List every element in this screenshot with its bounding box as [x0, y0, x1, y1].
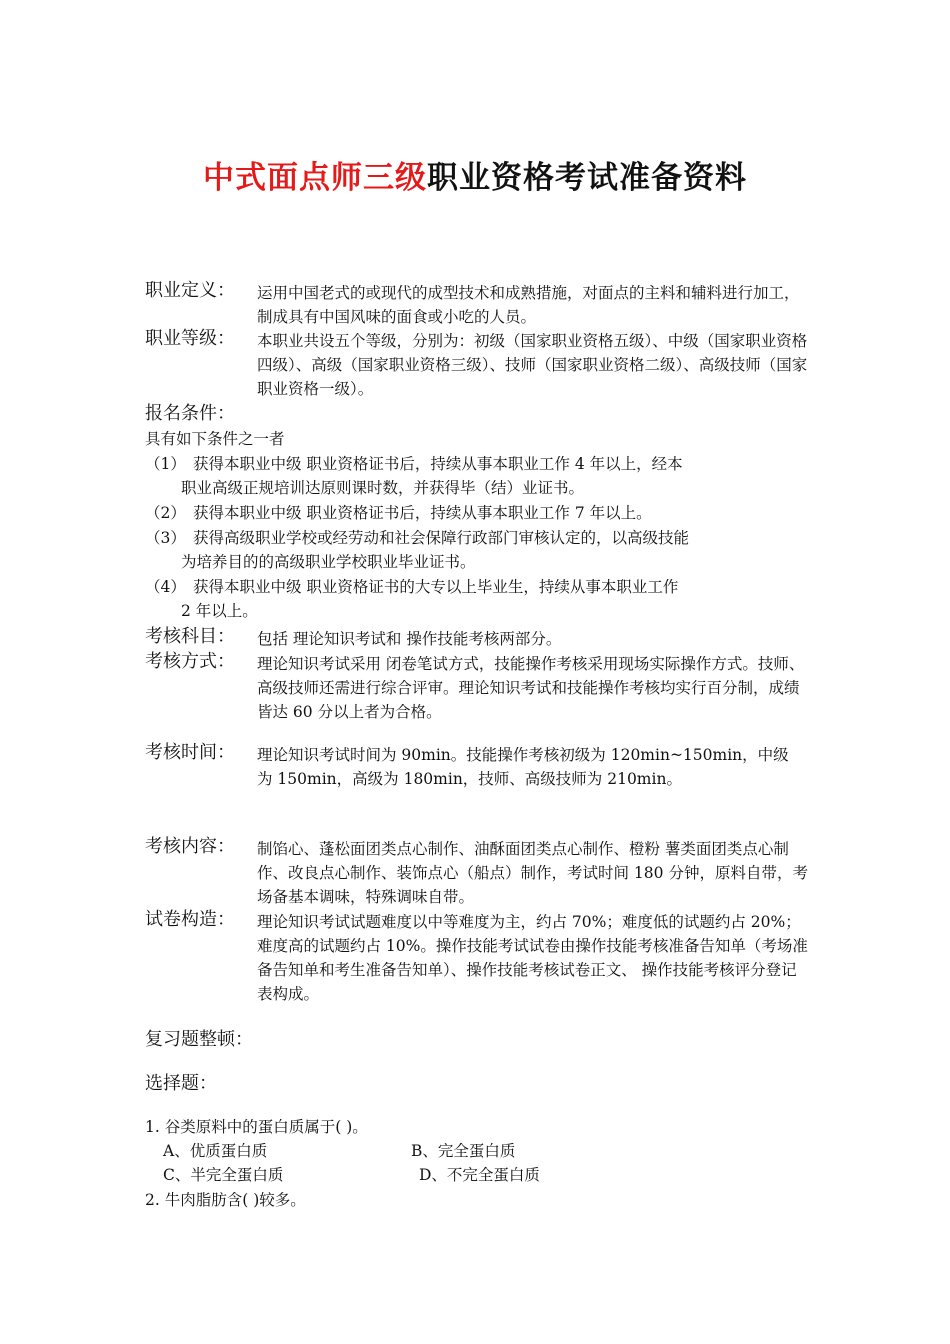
condition-item — [145, 575, 810, 623]
level-text: 本职业共设五个等级，分别为：初级（国家职业资格五级）、中级（国家职业资格四级）、高级（国家职业资格三级）、技师（国家职业资格二级）、高级技师（国家职业资格一级）。 — [257, 332, 808, 398]
condition-text-continued: 2 年以上。 — [181, 602, 258, 620]
condition-item — [145, 501, 810, 525]
method-label: 考核方式： — [145, 651, 235, 672]
condition-number: （2） — [145, 504, 186, 522]
definition-text: 运用中国老式的或现代的成型技术和成熟措施，对面点的主料和辅料进行加工，制成具有中国风味的面食或小吃的人员。 — [257, 284, 800, 326]
section-time — [145, 741, 810, 815]
condition-item — [145, 452, 810, 500]
content-label: 考核内容： — [145, 836, 235, 857]
question-option: D、不完全蛋白质 — [419, 1166, 540, 1184]
time-text: 理论知识考试时间为 90min。技能操作考核初级为 120min~150min，中级为 150min，高级为 180min，技师、高级技师为 210min。 — [257, 746, 789, 788]
structure-text: 理论知识考试试题难度以中等难度为主，约占 70%；难度低的试题约占 20%；难度高的试题约占 10%。操作技能考试试卷由操作技能考核准备告知单（考场准备告知单和考生准备告知单）、操作技能考核试卷正文、 操作技能考核评分登记表构成。 — [257, 913, 808, 1003]
condition-text: 获得本职业中级 职业资格证书的大专以上毕业生，持续从事本职业工作 — [193, 578, 679, 596]
question-stem: 2. 牛肉脂肪含( )较多。 — [145, 1191, 306, 1209]
method-text: 理论知识考试采用 闭卷笔试方式，技能操作考核采用现场实际操作方式。技师、高级技师还需进行综合评审。理论知识考试和技能操作考核均实行百分制，成绩皆达 60 分以上者为合格。 — [257, 655, 805, 721]
condition-text-continued: 为培养目的的高级职业学校职业毕业证书。 — [181, 553, 476, 571]
conditions-intro: 具有如下条件之一者 — [145, 430, 285, 448]
title-black-part: 职业资格考试准备资料 — [427, 160, 747, 196]
section-content — [145, 835, 810, 909]
condition-number: （4） — [145, 578, 186, 596]
question-option: C、半完全蛋白质 — [163, 1166, 284, 1184]
condition-item — [145, 526, 810, 574]
section-definition — [145, 279, 810, 329]
question-stem: 1. 谷类原料中的蛋白质属于( )。 — [145, 1118, 368, 1136]
subjects-label: 考核科目： — [145, 626, 235, 647]
time-label: 考核时间： — [145, 742, 235, 763]
condition-number: （3） — [145, 529, 186, 547]
condition-text-continued: 职业高级正规培训达原则课时数，并获得毕（结）业证书。 — [181, 479, 585, 497]
question-option: B、完全蛋白质 — [411, 1142, 516, 1160]
conditions-label: 报名条件： — [145, 403, 235, 424]
level-label: 职业等级： — [145, 328, 235, 349]
document-title — [0, 152, 950, 197]
section-subjects — [145, 625, 810, 651]
structure-label: 试卷构造： — [145, 909, 235, 930]
condition-number: （1） — [145, 455, 186, 473]
section-level — [145, 327, 810, 401]
section-structure — [145, 908, 810, 1006]
question-option: A、优质蛋白质 — [163, 1142, 268, 1160]
definition-label: 职业定义： — [145, 280, 235, 301]
condition-text: 获得本职业中级 职业资格证书后，持续从事本职业工作 4 年以上，经本 — [193, 455, 683, 473]
choice-heading: 选择题： — [145, 1073, 217, 1094]
condition-text: 获得高级职业学校或经劳动和社会保障行政部门审核认定的，以高级技能 — [193, 529, 690, 547]
subjects-text: 包括 理论知识考试和 操作技能考核两部分。 — [257, 630, 562, 648]
content-text: 制馅心、蓬松面团类点心制作、油酥面团类点心制作、橙粉 薯类面团类点心制作、改良点心制作、装饰点心（船点）制作，考试时间 180 分钟，原料自带，考场备基本调味，特殊调味自带。 — [257, 840, 808, 906]
title-red-part: 中式面点师三级 — [203, 160, 427, 196]
review-heading: 复习题整顿： — [145, 1029, 253, 1050]
section-method — [145, 650, 810, 724]
condition-text: 获得本职业中级 职业资格证书后，持续从事本职业工作 7 年以上。 — [193, 504, 652, 522]
